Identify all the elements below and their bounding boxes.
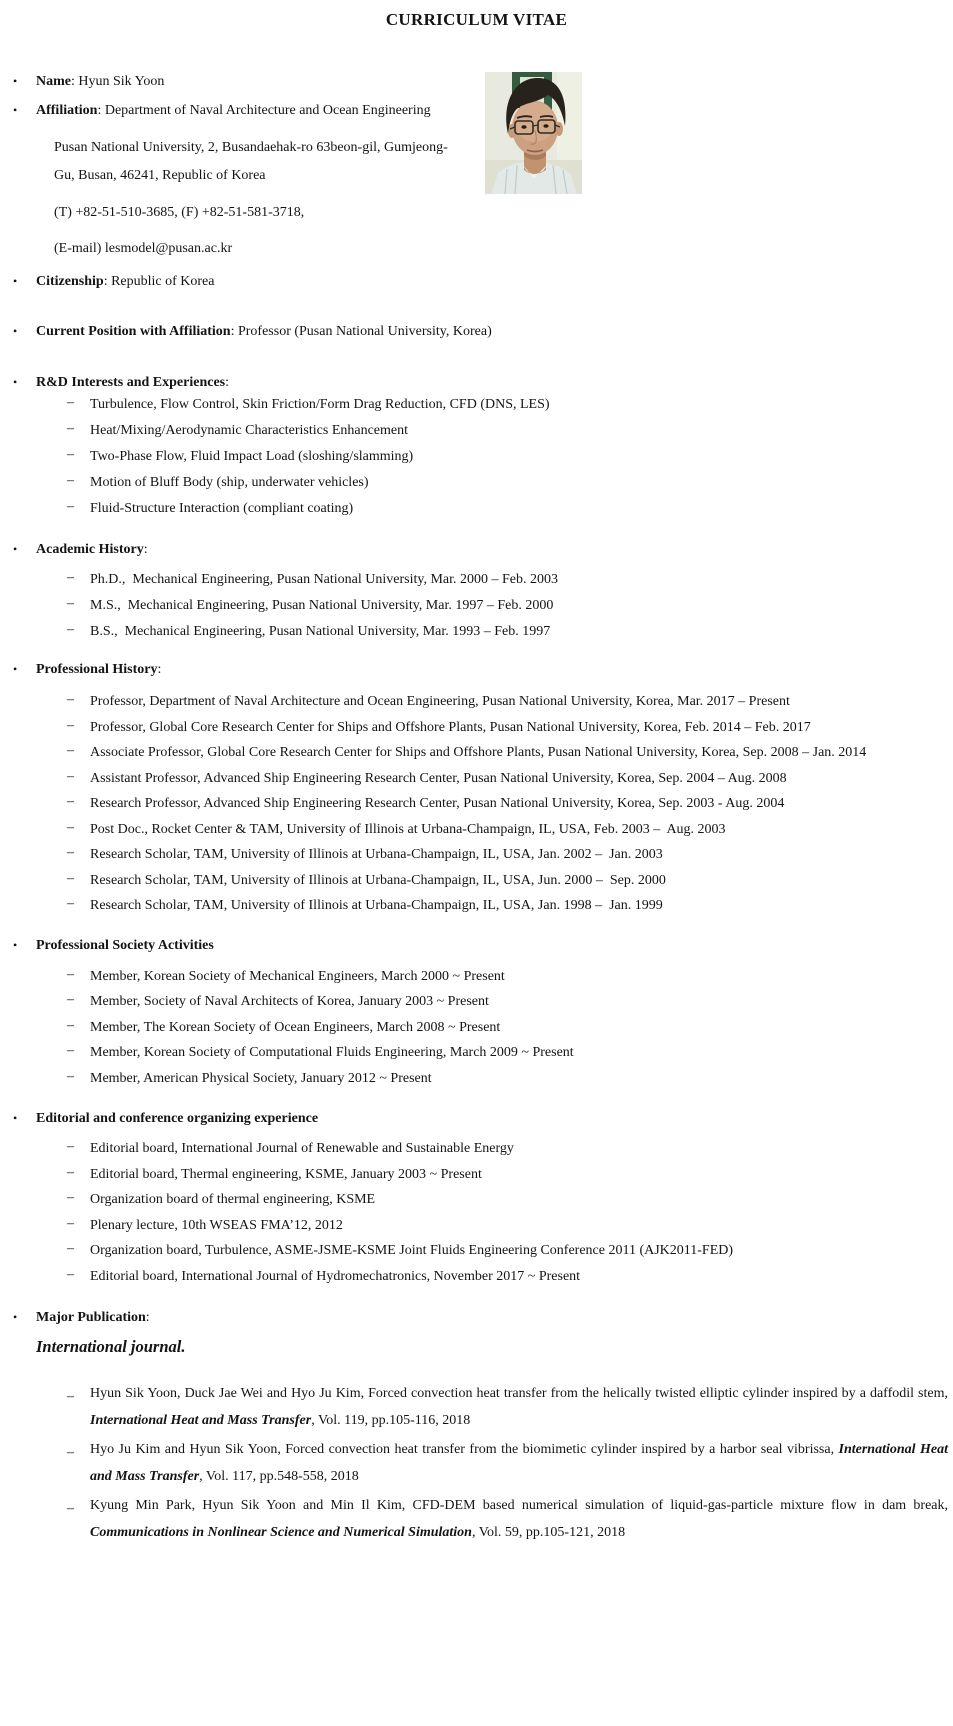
list-item-text: Editorial board, International Journal of Renewable and Sustainable Energy (90, 1141, 514, 1156)
list-item (0, 422, 953, 440)
list-item-text: Research Scholar, TAM, University of Illinois at Urbana-Champaign, IL, USA, Jan. 1998 – Jan. 1999 (90, 898, 663, 913)
field-citizenship-row (0, 273, 953, 291)
list-item (0, 719, 953, 737)
dash-icon: – (67, 966, 74, 982)
dash-icon: – (67, 1017, 74, 1033)
list-item-text: M.S., Mechanical Engineering, Pusan National University, Mar. 1997 – Feb. 2000 (90, 598, 554, 613)
publication-journal-name: Communications in Nonlinear Science and Numerical Simulation (90, 1524, 472, 1540)
list-item (0, 1019, 953, 1037)
bullet-icon: • (13, 103, 18, 117)
dash-icon: – (67, 421, 74, 436)
dash-icon: – (67, 1241, 74, 1256)
list-item-text: Professor, Department of Naval Architecture and Ocean Engineering, Pusan National University, Korea, Mar. 2017 – Present (90, 694, 790, 709)
field-citizenship-value: : Republic of Korea (103, 274, 215, 289)
publication-journal-name: International Heat and Mass Transfer (90, 1441, 948, 1484)
list-item-text: Ph.D., Mechanical Engineering, Pusan National University, Mar. 2000 – Feb. 2003 (90, 572, 559, 587)
list-item (0, 821, 953, 839)
section-heading-editorial (0, 1110, 953, 1128)
list-item (0, 897, 953, 915)
field-name-value: : Hyun Sik Yoon (71, 74, 165, 89)
list-item (0, 846, 953, 864)
list-item (0, 968, 953, 986)
list-item-text: Research Professor, Advanced Ship Engineering Research Center, Pusan National University, Korea, Sep. 2003 - Aug. 2004 (90, 796, 785, 811)
section-label: Professional History (36, 662, 158, 677)
list-item-text: Member, Society of Naval Architects of Korea, January 2003 ~ Present (90, 994, 489, 1009)
list-item-text: Member, Korean Society of Mechanical Engineers, March 2000 ~ Present (90, 968, 505, 984)
list-item-text: Fluid-Structure Interaction (compliant coating) (90, 501, 354, 516)
bullet-icon: • (13, 274, 18, 288)
bullet-icon: • (13, 662, 18, 676)
section-label-colon: : (145, 1309, 150, 1325)
dash-icon: – (67, 499, 74, 514)
list-item (0, 1217, 953, 1235)
dash-icon: – (67, 596, 74, 611)
section-label: Professional Society Activities (36, 937, 214, 953)
society-list (0, 968, 953, 1088)
dash-icon: – (67, 819, 74, 835)
publication-journal-name: International Heat and Mass Transfer (90, 1412, 312, 1428)
bullet-icon: • (13, 937, 18, 952)
list-item-text: Research Scholar, TAM, University of Illinois at Urbana-Champaign, IL, USA, Jan. 2002 – Jan. 2003 (90, 847, 663, 862)
list-item (0, 597, 953, 615)
list-item-text: Editorial board, Thermal engineering, KSME, January 2003 ~ Present (90, 1166, 482, 1182)
field-citizenship-label: Citizenship (36, 274, 104, 289)
bullet-icon: • (13, 542, 18, 556)
list-item (0, 872, 953, 890)
dash-icon: – (67, 570, 74, 585)
dash-icon: – (67, 870, 74, 886)
section-heading-academic (0, 541, 953, 559)
list-item (0, 500, 953, 518)
professional-list (0, 693, 953, 915)
dash-icon: – (67, 896, 74, 911)
publication-item (0, 1380, 952, 1434)
publication-item (0, 1492, 952, 1546)
list-item-text: Research Scholar, TAM, University of Illinois at Urbana-Champaign, IL, USA, Jun. 2000 – Sep. 2000 (90, 872, 666, 888)
page-title: CURRICULUM VITAE (385, 10, 568, 29)
affiliation-line: Gu, Busan, 46241, Republic of Korea (54, 168, 266, 183)
dash-icon: – (67, 395, 74, 410)
list-item-text: B.S., Mechanical Engineering, Pusan National University, Mar. 1993 – Feb. 1997 (90, 624, 551, 639)
list-item-text: Member, Korean Society of Computational Fluids Engineering, March 2009 ~ Present (90, 1045, 574, 1060)
list-item-text: Associate Professor, Global Core Research Center for Ships and Offshore Plants, Pusan National University, Korea, Sep. 2008 – Jan. 2014 (90, 745, 867, 760)
bullet-icon: • (13, 1309, 18, 1324)
section-heading-publication (0, 1309, 953, 1327)
dash-icon: – (67, 1164, 74, 1180)
section-heading-society (0, 937, 953, 955)
dash-icon: – (67, 1500, 74, 1516)
list-item (0, 571, 953, 589)
list-item (0, 1044, 953, 1062)
list-item (0, 474, 953, 492)
field-name-row (0, 73, 953, 91)
list-item (0, 993, 953, 1011)
list-item-text: Two-Phase Flow, Fluid Impact Load (sloshing/slamming) (90, 449, 414, 464)
dash-icon: – (67, 1388, 74, 1404)
list-item (0, 1191, 953, 1209)
affiliation-phone-line: (T) +82-51-510-3685, (F) +82-51-581-3718, (54, 205, 305, 220)
list-item-text: Organization board of thermal engineering, KSME (90, 1192, 376, 1207)
bullet-icon: • (13, 74, 18, 88)
dash-icon: – (67, 1215, 74, 1231)
section-label: Academic History (36, 542, 144, 557)
section-label-colon: : (143, 542, 148, 557)
field-current-position-value: : Professor (Pusan National University, Korea) (230, 324, 492, 339)
list-item-text: Organization board, Turbulence, ASME-JSME-KSME Joint Fluids Engineering Conference 2011 (AJK2011-FED) (90, 1243, 734, 1258)
list-item-text: Member, The Korean Society of Ocean Engineers, March 2008 ~ Present (90, 1019, 501, 1035)
section-label: Editorial and conference organizing experience (36, 1111, 319, 1126)
field-affiliation-label: Affiliation (36, 103, 98, 118)
dash-icon: – (67, 622, 74, 637)
field-current-position-label: Current Position with Affiliation (36, 324, 231, 339)
bullet-icon: • (13, 375, 18, 389)
list-item-text: Plenary lecture, 10th WSEAS FMA’12, 2012 (90, 1217, 343, 1233)
bullet-icon: • (13, 324, 18, 338)
rnd-list (0, 396, 953, 518)
list-item (0, 1140, 953, 1158)
publication-authors-title: Kyung Min Park, Hyun Sik Yoon and Min Il Kim, CFD-DEM based numerical simulation of liquid-gas-particle mixture flow in dam break, (90, 1497, 952, 1513)
dash-icon: – (67, 692, 74, 707)
list-item (0, 770, 953, 788)
list-item (0, 693, 953, 711)
list-item (0, 623, 953, 641)
dash-icon: – (67, 1043, 74, 1058)
dash-icon: – (67, 447, 74, 462)
dash-icon: – (67, 1190, 74, 1205)
publication-authors-title: Hyun Sik Yoon, Duck Jae Wei and Hyo Ju Kim, Forced convection heat transfer from the helically twisted elliptic cylinder inspired by a daffodil stem, (90, 1385, 952, 1401)
list-item (0, 1242, 953, 1260)
dash-icon: – (67, 845, 74, 860)
publication-subtitle: International journal. (36, 1336, 186, 1356)
section-label: R&D Interests and Experiences (36, 375, 226, 390)
dash-icon: – (67, 717, 74, 733)
section-heading-rnd (0, 374, 953, 392)
list-item-text: Member, American Physical Society, January 2012 ~ Present (90, 1070, 432, 1086)
list-item-text: Assistant Professor, Advanced Ship Engineering Research Center, Pusan National University, Korea, Sep. 2004 – Aug. 2008 (90, 770, 787, 786)
bullet-icon: • (13, 1111, 18, 1125)
list-item-text: Professor, Global Core Research Center for Ships and Offshore Plants, Pusan National University, Korea, Feb. 2014 – Feb. 2017 (90, 719, 811, 735)
dash-icon: – (67, 743, 74, 758)
section-label-colon: : (225, 375, 230, 390)
list-item-text: Post Doc., Rocket Center & TAM, University of Illinois at Urbana-Champaign, IL, USA, Feb. 2003 – Aug. 2003 (90, 821, 726, 837)
dash-icon: – (67, 1139, 74, 1154)
list-item (0, 795, 953, 813)
section-heading-professional (0, 661, 953, 679)
section-label-colon: : (157, 662, 162, 677)
field-affiliation-value: : Department of Naval Architecture and Ocean Engineering (97, 103, 431, 118)
field-affiliation-row (0, 102, 953, 120)
list-item-text: Editorial board, International Journal of Hydromechatronics, November 2017 ~ Present (90, 1268, 581, 1284)
list-item (0, 744, 953, 762)
academic-list (0, 571, 953, 641)
field-current-position-row (0, 323, 953, 341)
list-item-text: Turbulence, Flow Control, Skin Friction/Form Drag Reduction, CFD (DNS, LES) (90, 397, 550, 412)
dash-icon: – (67, 473, 74, 488)
dash-icon: – (67, 1444, 74, 1460)
list-item-text: Heat/Mixing/Aerodynamic Characteristics Enhancement (90, 423, 409, 438)
list-item (0, 448, 953, 466)
dash-icon: – (67, 1266, 74, 1282)
affiliation-email-line: (E-mail) lesmodel@pusan.ac.kr (54, 241, 233, 256)
list-item-text: Motion of Bluff Body (ship, underwater vehicles) (90, 475, 369, 490)
section-label: Major Publication (36, 1309, 146, 1325)
publication-volume-pages: , Vol. 59, pp.105-121, 2018 (471, 1524, 626, 1540)
publication-authors-title: Hyo Ju Kim and Hyun Sik Yoon, Forced convection heat transfer from the biomimetic cylinder inspired by a harbor seal vibrissa, (90, 1441, 839, 1457)
dash-icon: – (67, 992, 74, 1007)
publication-volume-pages: , Vol. 119, pp.105-116, 2018 (311, 1412, 471, 1428)
field-name-label: Name (36, 74, 71, 89)
dash-icon: – (67, 1068, 74, 1084)
publication-list (0, 1380, 953, 1546)
list-item (0, 1166, 953, 1184)
list-item (0, 396, 953, 414)
dash-icon: – (67, 794, 74, 809)
affiliation-line: Pusan National University, 2, Busandaehak-ro 63beon-gil, Gumjeong- (54, 140, 448, 155)
publication-item (0, 1436, 948, 1490)
list-item (0, 1070, 953, 1088)
editorial-list (0, 1140, 953, 1286)
dash-icon: – (67, 768, 74, 784)
publication-volume-pages: , Vol. 117, pp.548-558, 2018 (199, 1468, 359, 1484)
list-item (0, 1268, 953, 1286)
